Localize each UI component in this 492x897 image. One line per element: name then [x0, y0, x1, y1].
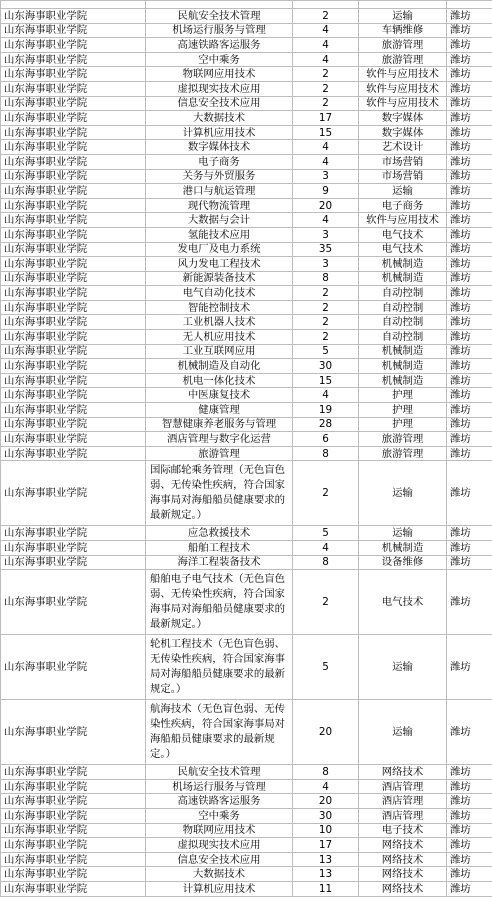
table-row	[1, 461, 492, 526]
quota-cell: 35	[293, 242, 359, 257]
major-cell: 电气自动化技术	[146, 286, 293, 301]
table-row	[1, 38, 492, 53]
table-row	[1, 881, 492, 896]
quota-cell: 2	[293, 330, 359, 345]
category-cell: 软件与应用技术	[359, 213, 447, 228]
city-cell: 潍坊	[447, 315, 492, 330]
table-row	[1, 111, 492, 126]
quota-cell: 8	[293, 765, 359, 780]
city-cell: 潍坊	[447, 227, 492, 242]
category-cell: 旅游管理	[359, 52, 447, 67]
school-cell: 山东海事职业学院	[1, 52, 146, 67]
table-row	[1, 315, 492, 330]
cell	[1, 1, 146, 9]
major-cell: 现代物流管理	[146, 198, 293, 213]
school-cell: 山东海事职业学院	[1, 198, 146, 213]
major-cell: 旅游管理	[146, 446, 293, 461]
table-row	[1, 330, 492, 345]
category-cell: 艺术设计	[359, 140, 447, 155]
table-row	[1, 526, 492, 541]
city-cell: 潍坊	[447, 417, 492, 432]
major-cell: 轮机工程技术（无色盲色弱、无传染性疾病，符合国家海事局对海船船员健康要求的最新规定。）	[146, 635, 293, 700]
school-cell: 山东海事职业学院	[1, 154, 146, 169]
category-cell: 护理	[359, 403, 447, 418]
school-cell: 山东海事职业学院	[1, 526, 146, 541]
category-cell: 运输	[359, 461, 447, 526]
city-cell: 潍坊	[447, 359, 492, 374]
city-cell: 潍坊	[447, 838, 492, 853]
city-cell: 潍坊	[447, 635, 492, 700]
city-cell: 潍坊	[447, 9, 492, 24]
quota-cell: 2	[293, 9, 359, 24]
category-cell: 运输	[359, 635, 447, 700]
category-cell: 自动控制	[359, 330, 447, 345]
school-cell: 山东海事职业学院	[1, 111, 146, 126]
table-row	[1, 300, 492, 315]
quota-cell: 4	[293, 140, 359, 155]
major-cell: 新能源装备技术	[146, 271, 293, 286]
school-cell: 山东海事职业学院	[1, 779, 146, 794]
school-cell: 山东海事职业学院	[1, 555, 146, 570]
quota-cell: 5	[293, 526, 359, 541]
school-cell: 山东海事职业学院	[1, 125, 146, 140]
quota-cell: 8	[293, 555, 359, 570]
table-row	[1, 286, 492, 301]
table-row	[1, 271, 492, 286]
category-cell: 运输	[359, 9, 447, 24]
quota-cell: 10	[293, 823, 359, 838]
table-row	[1, 257, 492, 272]
major-cell: 空中乘务	[146, 52, 293, 67]
quota-cell: 8	[293, 271, 359, 286]
school-cell: 山东海事职业学院	[1, 271, 146, 286]
quota-cell: 4	[293, 23, 359, 38]
category-cell: 软件与应用技术	[359, 96, 447, 111]
school-cell: 山东海事职业学院	[1, 867, 146, 882]
table-row	[1, 125, 492, 140]
major-cell: 民航安全技术管理	[146, 765, 293, 780]
school-cell: 山东海事职业学院	[1, 213, 146, 228]
cell	[146, 1, 293, 9]
school-cell: 山东海事职业学院	[1, 461, 146, 526]
category-cell: 自动控制	[359, 300, 447, 315]
table-body	[1, 1, 492, 897]
major-cell: 电子商务	[146, 154, 293, 169]
school-cell: 山东海事职业学院	[1, 227, 146, 242]
table-row	[1, 359, 492, 374]
category-cell: 设备维修	[359, 555, 447, 570]
table-row	[1, 700, 492, 765]
school-cell: 山东海事职业学院	[1, 852, 146, 867]
major-cell: 虚拟现实技术应用	[146, 81, 293, 96]
school-cell: 山东海事职业学院	[1, 446, 146, 461]
major-cell: 航海技术（无色盲色弱、无传染性疾病，符合国家海事局对海船船员健康要求的最新规定。）	[146, 700, 293, 765]
city-cell: 潍坊	[447, 140, 492, 155]
quota-cell: 4	[293, 541, 359, 556]
quota-cell: 17	[293, 838, 359, 853]
city-cell: 潍坊	[447, 38, 492, 53]
major-cell: 大数据与会计	[146, 213, 293, 228]
quota-cell: 3	[293, 227, 359, 242]
major-cell: 应急救援技术	[146, 526, 293, 541]
school-cell: 山东海事职业学院	[1, 330, 146, 345]
table-row	[1, 9, 492, 24]
city-cell: 潍坊	[447, 213, 492, 228]
category-cell: 电子商务	[359, 198, 447, 213]
city-cell: 潍坊	[447, 125, 492, 140]
major-cell: 信息安全技术应用	[146, 96, 293, 111]
school-cell: 山东海事职业学院	[1, 388, 146, 403]
table-row	[1, 838, 492, 853]
school-cell: 山东海事职业学院	[1, 242, 146, 257]
quota-cell: 30	[293, 359, 359, 374]
school-cell: 山东海事职业学院	[1, 67, 146, 82]
quota-cell: 13	[293, 867, 359, 882]
city-cell: 潍坊	[447, 403, 492, 418]
category-cell: 市场营销	[359, 154, 447, 169]
major-cell: 机场运行服务与管理	[146, 779, 293, 794]
major-cell: 信息安全技术应用	[146, 852, 293, 867]
quota-cell: 4	[293, 779, 359, 794]
category-cell: 软件与应用技术	[359, 81, 447, 96]
city-cell: 潍坊	[447, 388, 492, 403]
major-cell: 物联网应用技术	[146, 67, 293, 82]
table-row	[1, 555, 492, 570]
table-row	[1, 446, 492, 461]
quota-cell: 4	[293, 38, 359, 53]
quota-cell: 20	[293, 794, 359, 809]
quota-cell: 5	[293, 344, 359, 359]
major-cell: 工业互联网应用	[146, 344, 293, 359]
table-row	[1, 779, 492, 794]
major-cell: 机电一体化技术	[146, 373, 293, 388]
school-cell: 山东海事职业学院	[1, 344, 146, 359]
table-row	[1, 541, 492, 556]
quota-cell: 30	[293, 808, 359, 823]
school-cell: 山东海事职业学院	[1, 432, 146, 447]
major-cell: 中医康复技术	[146, 388, 293, 403]
quota-cell: 11	[293, 881, 359, 896]
quota-cell: 2	[293, 300, 359, 315]
cell	[359, 1, 447, 9]
city-cell: 潍坊	[447, 808, 492, 823]
school-cell: 山东海事职业学院	[1, 635, 146, 700]
city-cell: 潍坊	[447, 881, 492, 896]
table-row	[1, 808, 492, 823]
city-cell: 潍坊	[447, 867, 492, 882]
major-cell: 工业机器人技术	[146, 315, 293, 330]
school-cell: 山东海事职业学院	[1, 359, 146, 374]
category-cell: 网络技术	[359, 867, 447, 882]
category-cell: 车辆维修	[359, 23, 447, 38]
category-cell: 软件与应用技术	[359, 67, 447, 82]
city-cell: 潍坊	[447, 96, 492, 111]
table-row	[1, 823, 492, 838]
table-row	[1, 242, 492, 257]
major-cell: 机场运行服务与管理	[146, 23, 293, 38]
quota-cell: 15	[293, 373, 359, 388]
category-cell: 运输	[359, 700, 447, 765]
table-row	[1, 765, 492, 780]
major-cell: 物联网应用技术	[146, 823, 293, 838]
quota-cell: 2	[293, 570, 359, 635]
major-cell: 智能控制技术	[146, 300, 293, 315]
major-cell: 酒店管理与数字化运营	[146, 432, 293, 447]
quota-cell: 4	[293, 213, 359, 228]
major-cell: 空中乘务	[146, 808, 293, 823]
category-cell: 网络技术	[359, 838, 447, 853]
major-cell: 海洋工程装备技术	[146, 555, 293, 570]
table-row	[1, 52, 492, 67]
city-cell: 潍坊	[447, 526, 492, 541]
major-cell: 大数据技术	[146, 111, 293, 126]
major-cell: 健康管理	[146, 403, 293, 418]
city-cell: 潍坊	[447, 765, 492, 780]
category-cell: 自动控制	[359, 286, 447, 301]
category-cell: 数字媒体	[359, 125, 447, 140]
category-cell: 网络技术	[359, 765, 447, 780]
major-cell: 民航安全技术管理	[146, 9, 293, 24]
category-cell: 旅游管理	[359, 446, 447, 461]
quota-cell: 15	[293, 125, 359, 140]
major-cell: 港口与航运管理	[146, 184, 293, 199]
table-row	[1, 373, 492, 388]
table-row	[1, 227, 492, 242]
school-cell: 山东海事职业学院	[1, 570, 146, 635]
major-cell: 大数据技术	[146, 867, 293, 882]
table-row	[1, 81, 492, 96]
school-cell: 山东海事职业学院	[1, 765, 146, 780]
major-cell: 船舶电子电气技术（无色盲色弱、无传染性疾病，符合国家海事局对海船船员健康要求的最新规定。）	[146, 570, 293, 635]
quota-cell: 2	[293, 81, 359, 96]
table-row	[1, 635, 492, 700]
city-cell: 潍坊	[447, 432, 492, 447]
city-cell: 潍坊	[447, 373, 492, 388]
table-row	[1, 198, 492, 213]
quota-cell: 9	[293, 184, 359, 199]
category-cell: 旅游管理	[359, 432, 447, 447]
category-cell: 机械制造	[359, 271, 447, 286]
table-row	[1, 794, 492, 809]
city-cell: 潍坊	[447, 541, 492, 556]
city-cell: 潍坊	[447, 154, 492, 169]
city-cell: 潍坊	[447, 286, 492, 301]
major-cell: 机械制造及自动化	[146, 359, 293, 374]
table-row	[1, 403, 492, 418]
city-cell: 潍坊	[447, 700, 492, 765]
category-cell: 酒店管理	[359, 779, 447, 794]
school-cell: 山东海事职业学院	[1, 417, 146, 432]
quota-cell: 2	[293, 67, 359, 82]
city-cell: 潍坊	[447, 111, 492, 126]
major-cell: 数字媒体技术	[146, 140, 293, 155]
quota-cell: 13	[293, 852, 359, 867]
school-cell: 山东海事职业学院	[1, 794, 146, 809]
category-cell: 电气技术	[359, 227, 447, 242]
category-cell: 机械制造	[359, 541, 447, 556]
city-cell: 潍坊	[447, 344, 492, 359]
category-cell: 护理	[359, 417, 447, 432]
school-cell: 山东海事职业学院	[1, 140, 146, 155]
school-cell: 山东海事职业学院	[1, 184, 146, 199]
city-cell: 潍坊	[447, 300, 492, 315]
school-cell: 山东海事职业学院	[1, 9, 146, 24]
major-cell: 高速铁路客运服务	[146, 38, 293, 53]
quota-cell: 2	[293, 315, 359, 330]
major-cell: 风力发电工程技术	[146, 257, 293, 272]
category-cell: 酒店管理	[359, 794, 447, 809]
category-cell: 电子技术	[359, 823, 447, 838]
category-cell: 机械制造	[359, 373, 447, 388]
school-cell: 山东海事职业学院	[1, 541, 146, 556]
city-cell: 潍坊	[447, 198, 492, 213]
table-row	[1, 67, 492, 82]
major-cell: 发电厂及电力系统	[146, 242, 293, 257]
school-cell: 山东海事职业学院	[1, 808, 146, 823]
city-cell: 潍坊	[447, 555, 492, 570]
city-cell: 潍坊	[447, 779, 492, 794]
school-cell: 山东海事职业学院	[1, 286, 146, 301]
major-cell: 计算机应用技术	[146, 881, 293, 896]
cell	[293, 1, 359, 9]
quota-cell: 4	[293, 52, 359, 67]
school-cell: 山东海事职业学院	[1, 838, 146, 853]
quota-cell: 5	[293, 635, 359, 700]
header-row-partial	[1, 1, 492, 9]
major-cell: 计算机应用技术	[146, 125, 293, 140]
quota-cell: 2	[293, 461, 359, 526]
major-cell: 高速铁路客运服务	[146, 794, 293, 809]
quota-cell: 19	[293, 403, 359, 418]
cell	[447, 1, 492, 9]
city-cell: 潍坊	[447, 461, 492, 526]
city-cell: 潍坊	[447, 242, 492, 257]
category-cell: 数字媒体	[359, 111, 447, 126]
table-row	[1, 140, 492, 155]
city-cell: 潍坊	[447, 823, 492, 838]
table-row	[1, 96, 492, 111]
major-cell: 氢能技术应用	[146, 227, 293, 242]
quota-cell: 2	[293, 96, 359, 111]
quota-cell: 20	[293, 700, 359, 765]
category-cell: 电气技术	[359, 570, 447, 635]
table-row	[1, 417, 492, 432]
school-cell: 山东海事职业学院	[1, 169, 146, 184]
table-row	[1, 213, 492, 228]
school-cell: 山东海事职业学院	[1, 881, 146, 896]
table-row	[1, 570, 492, 635]
category-cell: 机械制造	[359, 257, 447, 272]
category-cell: 运输	[359, 184, 447, 199]
school-cell: 山东海事职业学院	[1, 96, 146, 111]
quota-cell: 20	[293, 198, 359, 213]
category-cell: 网络技术	[359, 852, 447, 867]
school-cell: 山东海事职业学院	[1, 38, 146, 53]
category-cell: 机械制造	[359, 359, 447, 374]
quota-cell: 2	[293, 286, 359, 301]
quota-cell: 3	[293, 169, 359, 184]
city-cell: 潍坊	[447, 169, 492, 184]
city-cell: 潍坊	[447, 570, 492, 635]
category-cell: 运输	[359, 526, 447, 541]
school-cell: 山东海事职业学院	[1, 81, 146, 96]
category-cell: 护理	[359, 388, 447, 403]
school-cell: 山东海事职业学院	[1, 257, 146, 272]
city-cell: 潍坊	[447, 257, 492, 272]
quota-cell: 6	[293, 432, 359, 447]
school-cell: 山东海事职业学院	[1, 300, 146, 315]
quota-cell: 17	[293, 111, 359, 126]
table-row	[1, 432, 492, 447]
city-cell: 潍坊	[447, 52, 492, 67]
category-cell: 机械制造	[359, 344, 447, 359]
city-cell: 潍坊	[447, 81, 492, 96]
category-cell: 旅游管理	[359, 38, 447, 53]
table-row	[1, 388, 492, 403]
quota-cell: 28	[293, 417, 359, 432]
school-cell: 山东海事职业学院	[1, 823, 146, 838]
city-cell: 潍坊	[447, 794, 492, 809]
category-cell: 自动控制	[359, 315, 447, 330]
category-cell: 市场营销	[359, 169, 447, 184]
city-cell: 潍坊	[447, 67, 492, 82]
table-row	[1, 184, 492, 199]
city-cell: 潍坊	[447, 23, 492, 38]
major-cell: 关务与外贸服务	[146, 169, 293, 184]
city-cell: 潍坊	[447, 330, 492, 345]
major-cell: 虚拟现实技术应用	[146, 838, 293, 853]
city-cell: 潍坊	[447, 446, 492, 461]
school-cell: 山东海事职业学院	[1, 700, 146, 765]
quota-cell: 4	[293, 154, 359, 169]
category-cell: 网络技术	[359, 881, 447, 896]
school-cell: 山东海事职业学院	[1, 23, 146, 38]
quota-cell: 8	[293, 446, 359, 461]
table-row	[1, 169, 492, 184]
school-cell: 山东海事职业学院	[1, 403, 146, 418]
city-cell: 潍坊	[447, 852, 492, 867]
table-row	[1, 867, 492, 882]
school-cell: 山东海事职业学院	[1, 315, 146, 330]
table-row	[1, 23, 492, 38]
major-cell: 智慧健康养老服务与管理	[146, 417, 293, 432]
table-row	[1, 154, 492, 169]
major-cell: 船舶工程技术	[146, 541, 293, 556]
table-row	[1, 852, 492, 867]
quota-cell: 4	[293, 388, 359, 403]
school-cell: 山东海事职业学院	[1, 373, 146, 388]
major-cell: 国际邮轮乘务管理（无色盲色弱、无传染性疾病，符合国家海事局对海船船员健康要求的最新规定。）	[146, 461, 293, 526]
table-row	[1, 344, 492, 359]
quota-cell: 3	[293, 257, 359, 272]
category-cell: 酒店管理	[359, 808, 447, 823]
city-cell: 潍坊	[447, 184, 492, 199]
category-cell: 电气技术	[359, 242, 447, 257]
major-cell: 无人机应用技术	[146, 330, 293, 345]
city-cell: 潍坊	[447, 271, 492, 286]
